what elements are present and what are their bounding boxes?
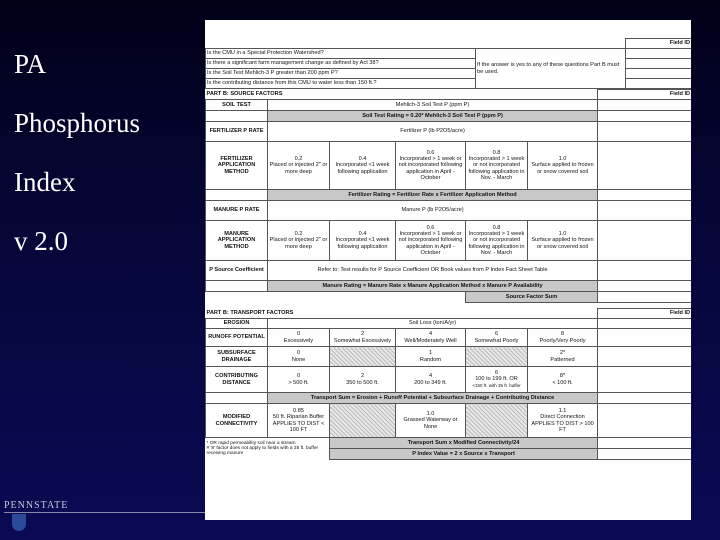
input-cell[interactable]	[598, 201, 691, 221]
mod-connectivity-label: MODIFIED CONNECTIVITY	[206, 404, 268, 438]
input-cell[interactable]	[598, 393, 691, 404]
p-index-worksheet	[205, 20, 691, 520]
transport-header: PART B: TRANSPORT FACTORS	[206, 309, 598, 319]
p-index-value: P Index Value = 2 x Source x Transport	[330, 449, 598, 460]
fert-rate-value: Fertilizer P (lb P2O5/acre)	[268, 122, 598, 142]
runoff-option: 0 Excessively	[268, 329, 330, 347]
title-line: Index	[14, 167, 76, 197]
input-cell[interactable]	[598, 122, 691, 142]
manure-method-label: MANURE APPLICATION METHOD	[206, 221, 268, 261]
transport-factors-table	[205, 308, 691, 460]
input-cell[interactable]	[598, 329, 691, 347]
answer-cell[interactable]	[626, 59, 692, 69]
runoff-option: 4 Well/Moderately Well	[396, 329, 466, 347]
input-cell[interactable]	[598, 292, 691, 303]
coef-value: Refer to: Test results for P Source Coefficient OR Book values from P Index Fact Sheet Table	[268, 261, 598, 281]
title-line: v 2.0	[14, 226, 68, 256]
method-option: 1.0 Surface applied to frozen or snow covered soil	[528, 142, 598, 190]
fert-rate-label: FERTILIZER P RATE	[206, 122, 268, 142]
question: Is the contributing distance from this CMU to water less than 150 ft.?	[206, 79, 476, 89]
erosion-label: EROSION	[206, 319, 268, 329]
soil-test-rating: Soil Test Rating = 0.20* Mehlich-3 Soil Test P (ppm P)	[268, 111, 598, 122]
subsurface-option: 1 Random	[396, 347, 466, 367]
hatched-cell	[330, 347, 396, 367]
question: Is the Soil Test Mehlich-3 P greater than 200 ppm P?	[206, 69, 476, 79]
fert-rating: Fertilizer Rating = Fertilizer Rate x Fertilizer Application Method	[268, 190, 598, 201]
transport-final: Transport Sum x Modified Connectivity/24	[330, 438, 598, 449]
hatched-cell	[330, 404, 396, 438]
title-line: PA	[14, 49, 47, 79]
method-option: 0.2 Placed or injected 2" or more deep	[268, 221, 330, 261]
contrib-option: 8* < 100 ft.	[528, 367, 598, 393]
method-option: 0.8 Incorporated > 1 week or not incorporated following application in Nov. - March	[466, 221, 528, 261]
input-cell[interactable]	[598, 100, 691, 111]
transport-sum: Transport Sum = Erosion + Runoff Potential + Subsurface Drainage + Contributing Distance	[268, 393, 598, 404]
field-id-label: Field ID	[598, 90, 691, 100]
input-cell[interactable]	[598, 190, 691, 201]
shield-icon	[12, 514, 26, 531]
input-cell[interactable]	[598, 281, 691, 292]
contrib-option: 6 100 to 199 ft. OR <150 ft. with 35 ft. buffer	[466, 367, 528, 393]
source-sum: Source Factor Sum	[466, 292, 598, 303]
contrib-option: 2 350 to 500 ft.	[330, 367, 396, 393]
source-factors-table	[205, 89, 691, 303]
soil-test-label: SOIL TEST	[206, 100, 268, 111]
input-cell[interactable]	[598, 347, 691, 367]
contrib-option: 0 > 500 ft.	[268, 367, 330, 393]
logo-text: PENNSTATE	[4, 500, 69, 511]
method-option: 0.8 Incorporated > 1 week or not incorporated following application in Nov. - March	[466, 142, 528, 190]
soil-test-value: Mehlich-3 Soil Test P (ppm P)	[268, 100, 598, 111]
answer-cell[interactable]	[626, 69, 692, 79]
answer-cell[interactable]	[626, 79, 692, 89]
input-cell[interactable]	[598, 319, 691, 329]
divider	[4, 512, 214, 513]
slide-title	[14, 50, 194, 286]
subsurface-label: SUBSURFACE DRAINAGE	[206, 347, 268, 367]
field-id-label: Field ID	[598, 309, 691, 319]
input-cell[interactable]	[598, 404, 691, 438]
footnotes: * OR rapid permeability soil near a stream # '8' factor does not apply to fields with a 35 ft. buffer receiving manure	[206, 440, 319, 457]
method-option: 0.6 Incorporated > 1 week or not incorporated following application in April - October	[396, 221, 466, 261]
input-cell[interactable]	[598, 449, 691, 460]
input-cell[interactable]	[598, 221, 691, 261]
manure-rate-value: Manure P (lb P2O5/acre)	[268, 201, 598, 221]
source-header: PART B: SOURCE FACTORS	[206, 90, 598, 100]
field-id-label: Field ID	[626, 39, 692, 49]
question: Is there a significant farm management change as defined by Act 38?	[206, 59, 476, 69]
part-a-table	[205, 38, 691, 89]
runoff-option: 6 Somewhat Poorly	[466, 329, 528, 347]
coef-label: P Source Coefficient	[206, 261, 268, 281]
runoff-option: 8 Poorly/Very Poorly	[528, 329, 598, 347]
method-option: 0.2 Placed or injected 2" or more deep	[268, 142, 330, 190]
pennstate-logo	[4, 500, 68, 511]
erosion-value: Soil Loss (ton/A/yr)	[268, 319, 598, 329]
fert-method-label: FERTILIZER APPLICATION METHOD	[206, 142, 268, 190]
part-a-note: If the answer is yes to any of these questions Part B must be used.	[476, 49, 626, 89]
method-option: 0.4 Incorporated <1 week following application	[330, 221, 396, 261]
contrib-option: 4 200 to 349 ft.	[396, 367, 466, 393]
contrib-label: CONTRIBUTING DISTANCE	[206, 367, 268, 393]
manure-rating: Manure Rating = Manure Rate x Manure Application Method x Manure P Availability	[268, 281, 598, 292]
runoff-label: RUNOFF POTENTIAL	[206, 329, 268, 347]
input-cell[interactable]	[598, 438, 691, 449]
connectivity-option: 1.1 Direct Connection APPLIES TO DIST > 100 FT	[528, 404, 598, 438]
connectivity-option: 0.85 50 ft. Riparian Buffer APPLIES TO DIST < 100 FT	[268, 404, 330, 438]
manure-rate-label: MANURE P RATE	[206, 201, 268, 221]
method-option: 0.4 Incorporated <1 week following application	[330, 142, 396, 190]
answer-cell[interactable]	[626, 49, 692, 59]
title-line: Phosphorus	[14, 108, 141, 138]
subsurface-option: 0 None	[268, 347, 330, 367]
input-cell[interactable]	[598, 111, 691, 122]
input-cell[interactable]	[598, 142, 691, 190]
method-option: 0.6 Incorporated > 1 week or not incorporated following application in April - October	[396, 142, 466, 190]
connectivity-option: 1.0 Grassed Waterway or None	[396, 404, 466, 438]
hatched-cell	[466, 347, 528, 367]
input-cell[interactable]	[598, 367, 691, 393]
hatched-cell	[466, 404, 528, 438]
method-option: 1.0 Surface applied to frozen or snow covered soil	[528, 221, 598, 261]
input-cell[interactable]	[598, 261, 691, 281]
question: Is the CMU in a Special Protection Watershed?	[206, 49, 476, 59]
subsurface-option: 2* Patterned	[528, 347, 598, 367]
runoff-option: 2 Somewhat Excessively	[330, 329, 396, 347]
